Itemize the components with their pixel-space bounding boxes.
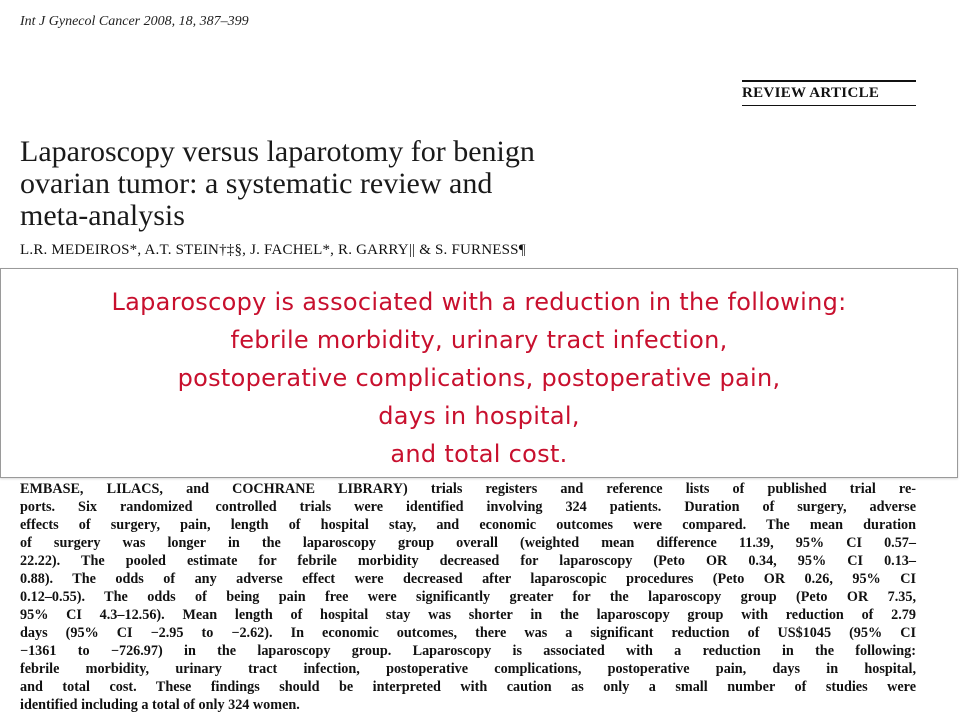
abstract-line: −1361 to −726.97) in the laparoscopy group. Laparoscopy is associated with a reduction in the following: [20, 643, 916, 659]
abstract-line: 0.12–0.55). The odds of being pain free were significantly greater for the laparoscopy group (Peto OR 7.35, [20, 589, 916, 605]
title-line: meta-analysis [20, 199, 185, 232]
abstract-text [20, 480, 916, 714]
article-type-label: REVIEW ARTICLE [742, 85, 880, 101]
callout-line: febrile morbidity, urinary tract infection, [230, 326, 728, 354]
callout-line: days in hospital, [378, 402, 580, 430]
abstract-line: and total cost. These findings should be interpreted with caution as only a small number of studies were [20, 679, 916, 695]
title-line: ovarian tumor: a systematic review and [20, 167, 493, 200]
author-list: L.R. MEDEIROS*, A.T. STEIN†‡§, J. FACHEL*, R. GARRY|| & S. FURNESS¶ [20, 242, 526, 258]
abstract-line: of surgery was longer in the laparoscopy group overall (weighted mean difference 11.39, 95% CI 0.57– [20, 535, 916, 551]
abstract-line: 95% CI 4.3–12.56). Mean length of hospital stay was shorter in the laparoscopy group with reduction of 2.79 [20, 607, 916, 623]
abstract-line: EMBASE, LILACS, and COCHRANE LIBRARY) trials registers and reference lists of published trial re- [20, 481, 916, 497]
abstract-line: febrile morbidity, urinary tract infection, postoperative complications, postoperative pain, days in hospital, [20, 661, 916, 677]
article-title [20, 136, 780, 232]
article-type-rule-top [742, 80, 916, 82]
callout-line: Laparoscopy is associated with a reduction in the following: [111, 288, 847, 316]
abstract-line: ports. Six randomized controlled trials were identified involving 324 patients. Duration of surgery, adverse [20, 499, 916, 515]
journal-reference: Int J Gynecol Cancer 2008, 18, 387–399 [20, 14, 249, 29]
abstract-line: identified including a total of only 324 women. [20, 697, 300, 713]
abstract-line: 0.88). The odds of any adverse effect were decreased after laparoscopic procedures (Peto OR 0.26, 95% CI [20, 571, 916, 587]
article-type-rule-bottom [742, 105, 916, 106]
abstract-line: effects of surgery, pain, length of hospital stay, and economic outcomes were compared. The mean duration [20, 517, 916, 533]
title-line: Laparoscopy versus laparotomy for benign [20, 135, 535, 168]
callout-line: and total cost. [390, 440, 568, 468]
abstract-line: 22.22). The pooled estimate for febrile morbidity decreased for laparoscopy (Peto OR 0.34, 95% CI 0.13– [20, 553, 916, 569]
highlight-callout-box [0, 268, 958, 478]
callout-line: postoperative complications, postoperative pain, [177, 364, 781, 392]
abstract-line: days (95% CI −2.95 to −2.62). In economic outcomes, there was a significant reduction of US$1045 (95% CI [20, 625, 916, 641]
